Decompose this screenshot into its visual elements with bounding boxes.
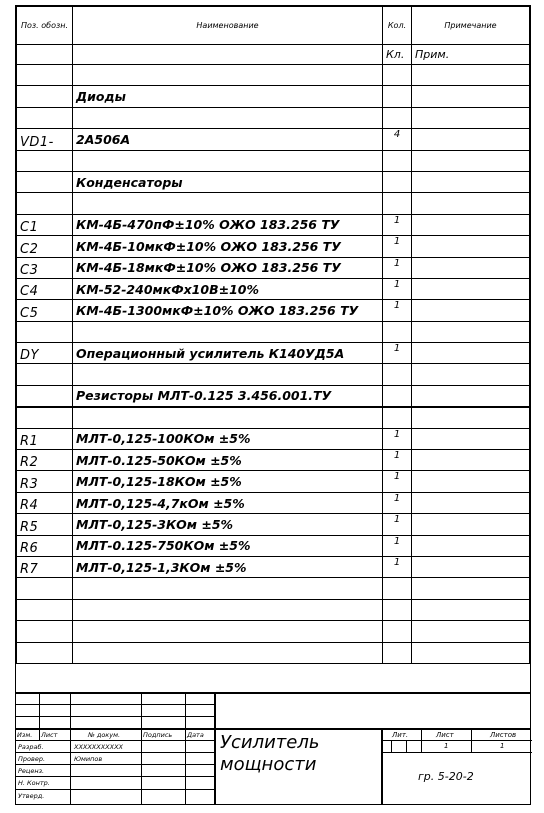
row-note — [412, 171, 530, 192]
row-name — [73, 407, 383, 428]
row-name: МЛТ-0,125-100КОм ±5% — [73, 428, 383, 449]
col-izm-label: Изм. — [17, 731, 33, 739]
table-row — [17, 599, 530, 620]
table-row — [17, 471, 530, 492]
row-qty: 4 — [383, 129, 412, 150]
document-title-line2: мощности — [220, 754, 317, 775]
row-pos — [17, 171, 73, 192]
row-qty: 1 — [383, 257, 412, 278]
row-pos — [17, 599, 73, 620]
table-row — [17, 492, 530, 513]
table-row — [17, 214, 530, 235]
table-row — [17, 578, 530, 599]
row-pos: C4 — [17, 278, 73, 299]
row-note — [412, 621, 530, 642]
row-name: 2А506А — [73, 129, 383, 150]
row-qty — [383, 171, 412, 192]
row-note — [412, 278, 530, 299]
row-note — [412, 300, 530, 321]
row-name: КМ-4Б-470пФ±10% ОЖО 183.256 ТУ — [73, 214, 383, 235]
document-title — [220, 732, 319, 776]
row-pos — [17, 364, 73, 385]
row-pos — [17, 385, 73, 406]
group-number: гр. 5-20-2 — [418, 770, 474, 783]
row-pos — [17, 621, 73, 642]
prover-name: Юмипов — [74, 755, 103, 763]
row-pos: C1 — [17, 214, 73, 235]
razrab-label: Разраб. — [18, 743, 44, 751]
sheets-value: 1 — [500, 742, 505, 750]
table-row — [17, 514, 530, 535]
row-pos: R5 — [17, 514, 73, 535]
row-name: Резисторы МЛТ-0.125 3.456.001.ТУ — [73, 385, 383, 406]
subheader-name — [73, 45, 383, 65]
table-row — [17, 86, 530, 107]
row-qty — [383, 321, 412, 342]
row-note — [412, 364, 530, 385]
table-row — [17, 450, 530, 471]
row-qty: 1 — [383, 535, 412, 556]
row-note — [412, 642, 530, 663]
row-pos — [17, 65, 73, 86]
row-pos — [17, 193, 73, 214]
row-qty: 1 — [383, 556, 412, 577]
razrab-name: XXXXXXXXXXX — [74, 743, 123, 751]
table-row — [17, 556, 530, 577]
row-note — [412, 385, 530, 406]
row-note — [412, 193, 530, 214]
title-block — [16, 692, 530, 804]
row-qty — [383, 150, 412, 171]
row-note — [412, 407, 530, 428]
row-name — [73, 150, 383, 171]
row-name — [73, 321, 383, 342]
header-pos: Поз. обозн. — [17, 7, 73, 45]
row-qty — [383, 599, 412, 620]
table-row — [17, 278, 530, 299]
specification-table — [16, 6, 530, 664]
row-note — [412, 129, 530, 150]
row-pos: R1 — [17, 428, 73, 449]
row-name: Операционный усилитель К140УД5А — [73, 343, 383, 364]
row-name: КМ-52-240мкФх10В±10% — [73, 278, 383, 299]
row-name — [73, 578, 383, 599]
table-row — [17, 129, 530, 150]
row-pos: C5 — [17, 300, 73, 321]
header-qty: Кол. — [383, 7, 412, 45]
row-note — [412, 578, 530, 599]
sheet-value: 1 — [444, 742, 449, 750]
row-pos — [17, 321, 73, 342]
row-qty — [383, 642, 412, 663]
row-note — [412, 450, 530, 471]
row-name — [73, 107, 383, 128]
row-pos — [17, 86, 73, 107]
row-name — [73, 599, 383, 620]
table-row — [17, 535, 530, 556]
table-row — [17, 193, 530, 214]
table-row — [17, 321, 530, 342]
row-note — [412, 150, 530, 171]
col-date-label: Дата — [187, 731, 204, 739]
document-title-line1: Усилитель — [220, 732, 320, 753]
row-pos: VD1- — [17, 129, 73, 150]
sheets-label: Листов — [490, 731, 517, 739]
row-note — [412, 257, 530, 278]
row-pos: DY — [17, 343, 73, 364]
table-body — [17, 65, 530, 664]
row-pos: R4 — [17, 492, 73, 513]
row-qty: 1 — [383, 278, 412, 299]
row-note — [412, 556, 530, 577]
row-name: МЛТ-0,125-1,3КОм ±5% — [73, 556, 383, 577]
row-name: МЛТ-0.125-750КОм ±5% — [73, 535, 383, 556]
table-row — [17, 385, 530, 406]
sheet-label: Лист — [436, 731, 454, 739]
prover-label: Провер. — [18, 755, 46, 763]
row-qty — [383, 65, 412, 86]
table-row — [17, 642, 530, 663]
row-pos: C2 — [17, 236, 73, 257]
table-row — [17, 257, 530, 278]
row-qty: 1 — [383, 428, 412, 449]
row-pos: R6 — [17, 535, 73, 556]
row-note — [412, 343, 530, 364]
lit-label: Лит. — [392, 731, 409, 739]
row-qty: 1 — [383, 471, 412, 492]
col-doc-label: № докум. — [88, 731, 121, 739]
row-qty: 1 — [383, 492, 412, 513]
row-note — [412, 492, 530, 513]
row-note — [412, 471, 530, 492]
row-qty — [383, 407, 412, 428]
row-qty: 1 — [383, 343, 412, 364]
row-name — [73, 642, 383, 663]
row-qty — [383, 107, 412, 128]
row-qty: 1 — [383, 236, 412, 257]
table-subheader-row — [17, 45, 530, 65]
row-note — [412, 428, 530, 449]
nkontr-label: Н. Контр. — [18, 779, 50, 787]
specification-sheet — [15, 5, 531, 805]
row-pos — [17, 150, 73, 171]
row-note — [412, 535, 530, 556]
row-name: МЛТ-0,125-4,7кОм ±5% — [73, 492, 383, 513]
table-row — [17, 65, 530, 86]
table-row — [17, 621, 530, 642]
row-pos — [17, 407, 73, 428]
row-qty — [383, 621, 412, 642]
row-name: Диоды — [73, 86, 383, 107]
row-name: КМ-4Б-18мкФ±10% ОЖО 183.256 ТУ — [73, 257, 383, 278]
row-note — [412, 236, 530, 257]
header-name: Наименование — [73, 7, 383, 45]
row-qty: 1 — [383, 450, 412, 471]
row-note — [412, 107, 530, 128]
col-list-label: Лист — [41, 731, 58, 739]
subheader-pos — [17, 45, 73, 65]
table-header-row — [17, 7, 530, 45]
row-name — [73, 65, 383, 86]
table-row — [17, 236, 530, 257]
row-name: МЛТ-0.125-50КОм ±5% — [73, 450, 383, 471]
row-name — [73, 364, 383, 385]
row-name: МЛТ-0,125-18КОм ±5% — [73, 471, 383, 492]
recenz-label: Реценз. — [18, 767, 45, 775]
row-name: КМ-4Б-1300мкФ±10% ОЖО 183.256 ТУ — [73, 300, 383, 321]
row-pos: R3 — [17, 471, 73, 492]
table-row — [17, 107, 530, 128]
table-row — [17, 343, 530, 364]
row-note — [412, 86, 530, 107]
row-pos: C3 — [17, 257, 73, 278]
row-pos — [17, 642, 73, 663]
row-qty — [383, 385, 412, 406]
header-note: Примечание — [412, 7, 530, 45]
row-pos — [17, 578, 73, 599]
row-name — [73, 621, 383, 642]
table-row — [17, 407, 530, 428]
row-qty: 1 — [383, 514, 412, 535]
table-row — [17, 150, 530, 171]
row-pos: R2 — [17, 450, 73, 471]
row-pos — [17, 107, 73, 128]
table-row — [17, 428, 530, 449]
row-note — [412, 514, 530, 535]
row-qty — [383, 86, 412, 107]
table-row — [17, 364, 530, 385]
row-note — [412, 599, 530, 620]
row-name: МЛТ-0,125-3КОм ±5% — [73, 514, 383, 535]
table-row — [17, 171, 530, 192]
table-row — [17, 300, 530, 321]
row-qty — [383, 364, 412, 385]
row-qty: 1 — [383, 214, 412, 235]
row-note — [412, 321, 530, 342]
col-sign-label: Подпись — [143, 731, 173, 739]
row-name: КМ-4Б-10мкФ±10% ОЖО 183.256 ТУ — [73, 236, 383, 257]
row-qty: 1 — [383, 300, 412, 321]
subheader-qty: Кл. — [383, 45, 412, 65]
row-qty — [383, 578, 412, 599]
row-name: Конденсаторы — [73, 171, 383, 192]
row-note — [412, 214, 530, 235]
row-name — [73, 193, 383, 214]
row-note — [412, 65, 530, 86]
utverd-label: Утверд. — [18, 792, 45, 800]
subheader-note: Прим. — [412, 45, 530, 65]
row-qty — [383, 193, 412, 214]
row-pos: R7 — [17, 556, 73, 577]
